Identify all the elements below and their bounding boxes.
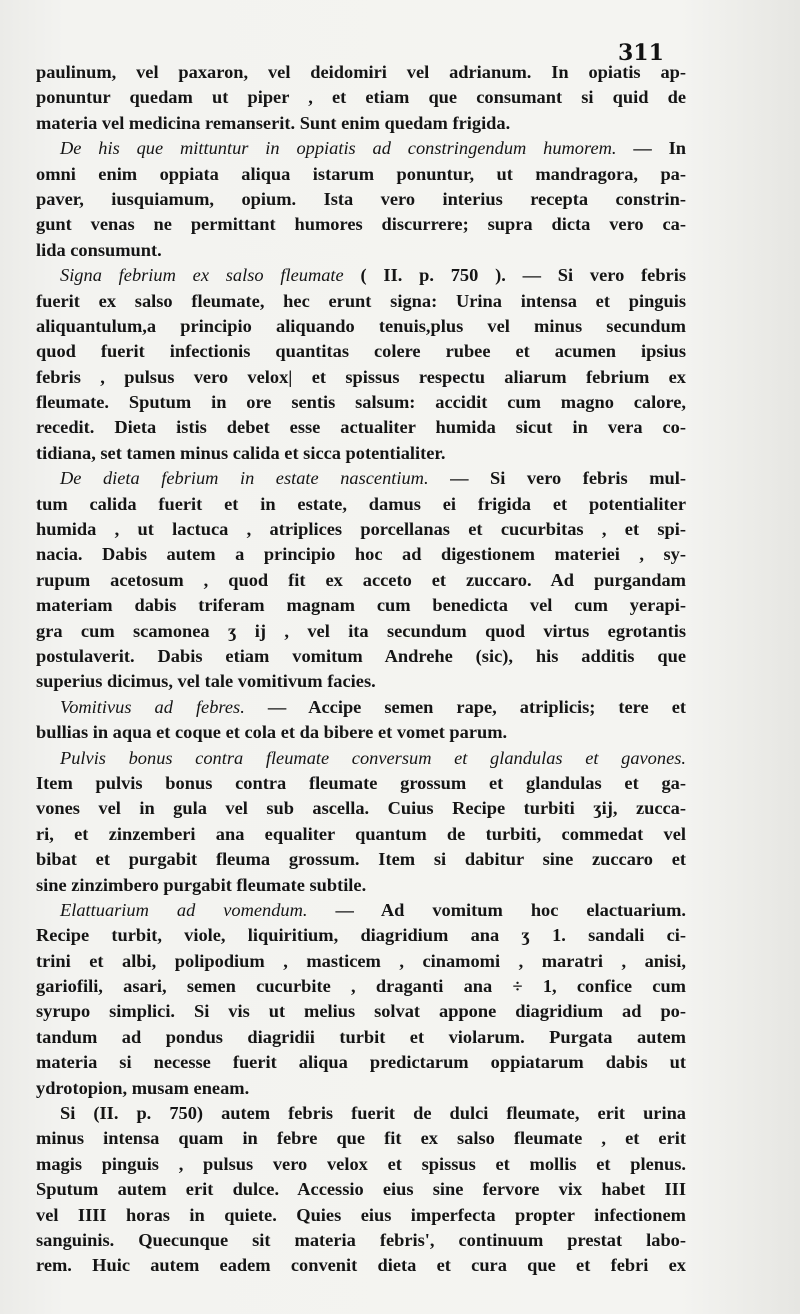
line-text: fuerit ex salso fleumate, hec erunt signa: Urina intensa et pinguis bbox=[36, 290, 686, 311]
line-text: humida , ut lactuca , atriplices porcellanas et cucurbitas , et spi- bbox=[36, 519, 686, 540]
line-text: superius dicimus, vel tale vomitivum facies. bbox=[36, 671, 376, 692]
text-line bbox=[36, 568, 686, 593]
line-text: fleumate. Sputum in ore sentis salsum: accidit cum magno calore, bbox=[36, 392, 686, 413]
text-line bbox=[36, 847, 686, 872]
italic-heading: Vomitivus ad febres. bbox=[60, 696, 245, 717]
text-line bbox=[36, 466, 686, 491]
line-text: ydrotopion, musam eneam. bbox=[36, 1077, 250, 1098]
text-line bbox=[36, 390, 686, 415]
text-line bbox=[36, 85, 686, 110]
text-line bbox=[36, 162, 686, 187]
line-text: sine zinzimbero purgabit fleumate subtile. bbox=[36, 874, 367, 895]
line-text: rem. Huic autem eadem convenit dieta et cura que et febri ex bbox=[36, 1255, 686, 1276]
line-text: — Accipe semen rape, atriplicis; tere et bbox=[267, 696, 686, 717]
text-line bbox=[36, 492, 686, 517]
line-text: febris , pulsus vero velox| et spissus respectu aliarum febrium ex bbox=[36, 366, 686, 387]
line-text: trini et albi, polipodium , masticem , cinamomi , maratri , anisi, bbox=[36, 950, 686, 971]
text-line bbox=[36, 1076, 686, 1101]
line-text: — Si vero febris mul- bbox=[450, 468, 686, 489]
line-text: gra cum scamonea ʒ ij , vel ita secundum quod virtus egrotantis bbox=[36, 620, 686, 641]
text-line bbox=[36, 949, 686, 974]
text-line bbox=[36, 542, 686, 567]
text-line bbox=[36, 644, 686, 669]
text-line bbox=[36, 289, 686, 314]
text-line bbox=[36, 212, 686, 237]
line-text: lida consumunt. bbox=[36, 239, 162, 260]
text-line bbox=[36, 974, 686, 999]
line-text: gunt venas ne permittant humores discurrere; supra dicta vero ca- bbox=[36, 214, 686, 235]
text-line bbox=[36, 873, 686, 898]
text-line bbox=[36, 441, 686, 466]
text-line bbox=[36, 822, 686, 847]
body-text bbox=[36, 60, 686, 1279]
line-text: quod fuerit infectionis quantitas colere rubee et acumen ipsius bbox=[36, 341, 686, 362]
line-text: bibat et purgabit fleuma grossum. Item si dabitur sine zuccaro et bbox=[36, 849, 686, 870]
text-line bbox=[36, 771, 686, 796]
line-text: Si (II. p. 750) autem febris fuerit de dulci fleumate, erit urina bbox=[60, 1103, 686, 1124]
text-line bbox=[36, 746, 686, 771]
text-line bbox=[36, 1177, 686, 1202]
text-line bbox=[36, 1126, 686, 1151]
line-text: syrupo simplici. Si vis ut melius solvat appone diagridium ad po- bbox=[36, 1001, 686, 1022]
line-text: materiam dabis triferam magnam cum benedicta vel cum yerapi- bbox=[36, 595, 686, 616]
text-line bbox=[36, 1203, 686, 1228]
text-line bbox=[36, 1253, 686, 1278]
text-line bbox=[36, 263, 686, 288]
text-line bbox=[36, 720, 686, 745]
text-line bbox=[36, 593, 686, 618]
line-text: postulaverit. Dabis etiam vomitum Andrehe (sic), his additis que bbox=[36, 645, 686, 666]
text-line bbox=[36, 187, 686, 212]
line-text: materia si necesse fuerit aliqua predictarum oppiatarum dabis ut bbox=[36, 1052, 686, 1073]
text-line bbox=[36, 695, 686, 720]
line-text: gariofili, asari, semen cucurbite , draganti ana ÷ 1, confice cum bbox=[36, 976, 686, 997]
text-line bbox=[36, 136, 686, 161]
text-line bbox=[36, 238, 686, 263]
italic-heading: Elattuarium ad vomendum. bbox=[60, 899, 308, 920]
line-text: paver, iusquiamum, opium. Ista vero interius recepta constrin- bbox=[36, 188, 686, 209]
text-line bbox=[36, 1050, 686, 1075]
line-text: omni enim oppiata aliqua istarum ponuntur, ut mandragora, pa- bbox=[36, 163, 686, 184]
line-text: recedit. Dieta istis debet esse actualiter humida sicut in vera co- bbox=[36, 417, 686, 438]
text-line bbox=[36, 365, 686, 390]
text-line bbox=[36, 339, 686, 364]
text-line bbox=[36, 898, 686, 923]
text-line bbox=[36, 1228, 686, 1253]
italic-heading: De dieta febrium in estate nascentium. bbox=[60, 468, 429, 489]
line-text: Recipe turbit, viole, liquiritium, diagridium ana ʒ 1. sandali ci- bbox=[36, 925, 686, 946]
line-text: — In bbox=[633, 138, 686, 159]
line-text: minus intensa quam in febre que fit ex salso fleumate , et erit bbox=[36, 1128, 686, 1149]
line-text: tum calida fuerit et in estate, damus ei frigida et potentialiter bbox=[36, 493, 686, 514]
italic-heading: Signa febrium ex salso fleumate bbox=[60, 265, 344, 286]
line-text: vel IIII horas in quiete. Quies eius imperfecta propter infectionem bbox=[36, 1204, 686, 1225]
line-text: ri, et zinzemberi ana equaliter quantum de turbiti, commedat vel bbox=[36, 823, 686, 844]
italic-heading: De his que mittuntur in oppiatis ad constringendum humorem. bbox=[60, 138, 617, 159]
text-line bbox=[36, 669, 686, 694]
line-text: tandum ad pondus diagridii turbit et violarum. Purgata autem bbox=[36, 1026, 686, 1047]
text-line bbox=[36, 999, 686, 1024]
line-text: bullias in aqua et coque et cola et da bibere et vomet parum. bbox=[36, 722, 508, 743]
text-line bbox=[36, 796, 686, 821]
text-line bbox=[36, 619, 686, 644]
text-line bbox=[36, 314, 686, 339]
line-text: — Ad vomitum hoc elactuarium. bbox=[335, 899, 686, 920]
line-text: aliquantulum,a principio aliquando tenuis,plus vel minus secundum bbox=[36, 315, 686, 336]
line-text: nacia. Dabis autem a principio hoc ad digestionem materiei , sy- bbox=[36, 544, 686, 565]
line-text: paulinum, vel paxaron, vel deidomiri vel adrianum. In opiatis ap- bbox=[36, 62, 686, 82]
line-text: rupum acetosum , quod fit ex acceto et zuccaro. Ad purgandam bbox=[36, 569, 686, 590]
text-line bbox=[36, 923, 686, 948]
italic-heading: Pulvis bonus contra fleumate conversum et glandulas et gavones. bbox=[60, 747, 686, 768]
text-line bbox=[36, 517, 686, 542]
line-text: materia vel medicina remanserit. Sunt enim quedam frigida. bbox=[36, 112, 511, 133]
line-text: sanguinis. Quecunque sit materia febris', continuum prestat labo- bbox=[36, 1229, 686, 1250]
line-text: tidiana, set tamen minus calida et sicca potentialiter. bbox=[36, 442, 446, 463]
line-text: Item pulvis bonus contra fleumate grossum et glandulas et ga- bbox=[36, 772, 686, 793]
line-text: ( II. p. 750 ). — Si vero febris bbox=[360, 265, 686, 286]
text-line bbox=[36, 60, 686, 85]
line-text: ponuntur quedam ut piper , et etiam que consumant si quid de bbox=[36, 87, 686, 108]
line-text: magis pinguis , pulsus vero velox et spissus et mollis et plenus. bbox=[36, 1153, 686, 1174]
text-line bbox=[36, 1101, 686, 1126]
text-line bbox=[36, 415, 686, 440]
text-line bbox=[36, 1152, 686, 1177]
line-text: Sputum autem erit dulce. Accessio eius sine fervore vix habet III bbox=[36, 1179, 686, 1200]
text-line bbox=[36, 1025, 686, 1050]
page-number: 311 bbox=[618, 40, 664, 66]
line-text: vones vel in gula vel sub ascella. Cuius Recipe turbiti ʒij, zucca- bbox=[36, 798, 686, 819]
text-line bbox=[36, 111, 686, 136]
